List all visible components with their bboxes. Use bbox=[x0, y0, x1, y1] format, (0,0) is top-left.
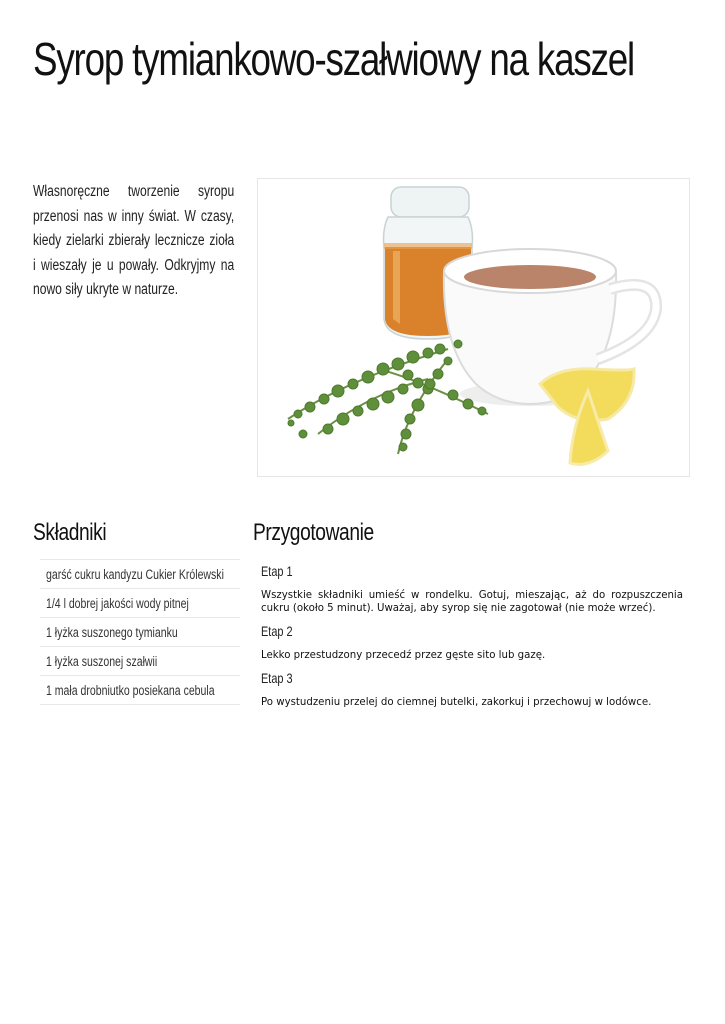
list-item bbox=[40, 676, 240, 705]
ingredient-text: 1 łyżka suszonej szałwii bbox=[46, 654, 158, 669]
step-text: Wszystkie składniki umieść w rondelku. Gotuj, mieszając, aż do rozpuszczenia cukru (około 5 minut). Uważaj, aby syrop się nie zagotował (nie może wrzeć). bbox=[261, 590, 683, 614]
ingredients-heading: Składniki bbox=[33, 519, 107, 546]
intro-text: Własnoręczne tworzenie syropu przenosi nas w inny świat. W czasy, kiedy zielarki zbierały lecznicze zioła i wieszały je u powały. Odkryjmy na nowo siły ukryte w naturze. bbox=[33, 183, 235, 298]
preparation-heading: Przygotowanie bbox=[253, 519, 374, 546]
ingredients-list bbox=[40, 559, 240, 705]
lemon-slices bbox=[540, 369, 634, 465]
list-item bbox=[40, 560, 240, 589]
recipe-photo bbox=[257, 178, 690, 477]
step-text: Po wystudzeniu przelej do ciemnej butelki, zakorkuj i przechowuj w lodówce. bbox=[261, 697, 652, 708]
step-label: Etap 2 bbox=[261, 623, 293, 639]
preparation-steps bbox=[261, 563, 683, 717]
ingredient-text: 1 łyżka suszonego tymianku bbox=[46, 625, 178, 640]
page-title: Syrop tymiankowo-szałwiowy na kaszel bbox=[33, 33, 635, 85]
list-item bbox=[40, 618, 240, 647]
step-label: Etap 3 bbox=[261, 670, 293, 686]
list-item bbox=[40, 589, 240, 618]
step-text: Lekko przestudzony przecedź przez gęste sito lub gazę. bbox=[261, 650, 546, 661]
step-label: Etap 1 bbox=[261, 563, 293, 579]
list-item bbox=[40, 647, 240, 676]
ingredient-text: 1 mała drobniutko posiekana cebula bbox=[46, 683, 215, 698]
ingredient-text: 1/4 l dobrej jakości wody pitnej bbox=[46, 596, 189, 611]
ingredient-text: garść cukru kandyzu Cukier Królewski bbox=[46, 567, 224, 582]
